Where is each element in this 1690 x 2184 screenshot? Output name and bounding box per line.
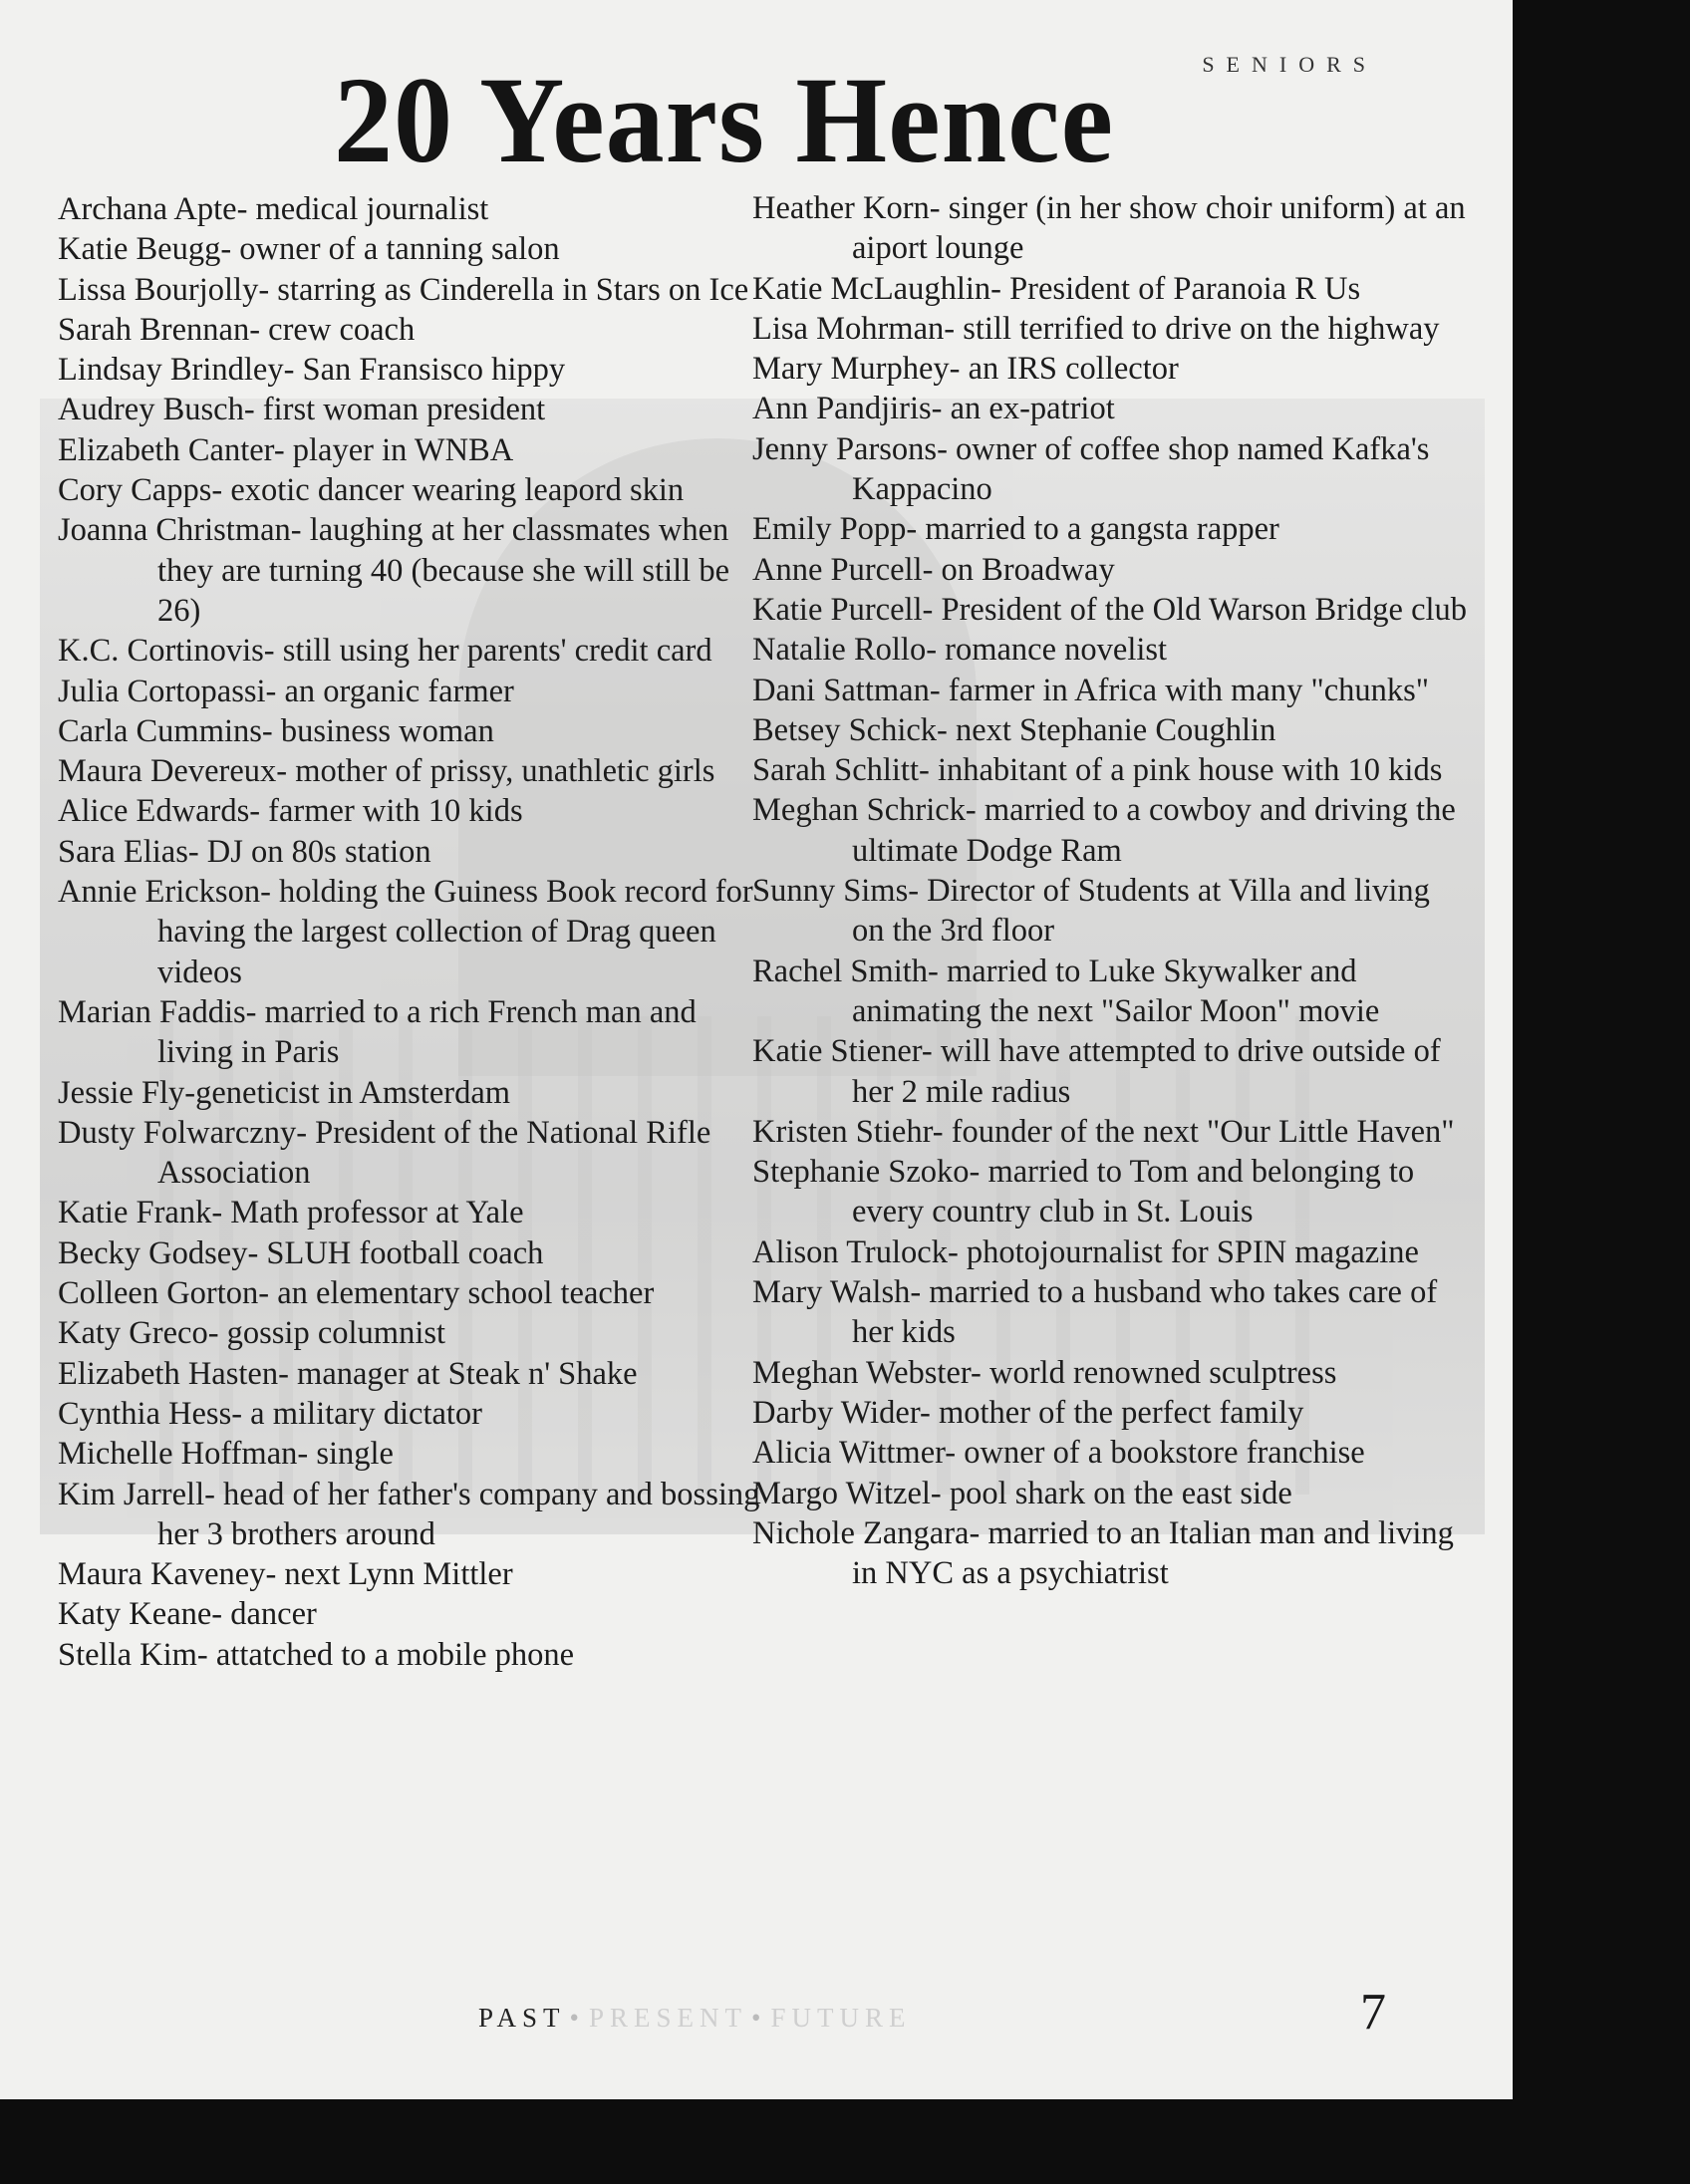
list-item: Margo Witzel- pool shark on the east side bbox=[752, 1475, 1292, 1511]
list-item: Jenny Parsons- owner of coffee shop named Kafka's Kappacino bbox=[752, 430, 1430, 508]
list-item: Maura Devereux- mother of prissy, unathletic girls bbox=[58, 753, 715, 790]
list-item: Mary Walsh- married to a husband who takes care of her kids bbox=[752, 1274, 1438, 1351]
list-item: Meghan Webster- world renowned sculptress bbox=[752, 1354, 1337, 1391]
list-item: Heather Korn- singer (in her show choir uniform) at an aiport lounge bbox=[752, 190, 1466, 267]
list-item: Stephanie Szoko- married to Tom and belonging to every country club in St. Louis bbox=[752, 1154, 1415, 1230]
page-number: 7 bbox=[1360, 1984, 1386, 2041]
page-title: 20 Years Hence bbox=[334, 51, 1114, 189]
list-item: Audrey Busch- first woman president bbox=[58, 392, 546, 428]
section-label: SENIORS bbox=[1202, 52, 1377, 77]
right-column bbox=[752, 188, 1470, 1593]
list-item: Anne Purcell- on Broadway bbox=[752, 551, 1115, 588]
list-item: Cory Capps- exotic dancer wearing leapord skin bbox=[58, 472, 685, 509]
list-item: Darby Wider- mother of the perfect family bbox=[752, 1394, 1304, 1431]
list-item: Joanna Christman- laughing at her classmates when they are turning 40 (because she will still be 26) bbox=[58, 512, 730, 629]
list-item: Meghan Schrick- married to a cowboy and driving the ultimate Dodge Ram bbox=[752, 792, 1456, 869]
list-item: Marian Faddis- married to a rich French man and living in Paris bbox=[58, 993, 697, 1071]
footer-present: PRESENT bbox=[589, 2003, 748, 2033]
list-item: Betsey Schick- next Stephanie Coughlin bbox=[752, 711, 1276, 748]
list-item: Katie Stiener- will have attempted to drive outside of her 2 mile radius bbox=[752, 1033, 1441, 1110]
list-item: Stella Kim- attatched to a mobile phone bbox=[58, 1636, 575, 1673]
list-item: Katie Frank- Math professor at Yale bbox=[58, 1195, 524, 1231]
list-item: K.C. Cortinovis- still using her parents' credit card bbox=[58, 633, 712, 670]
list-item: Carla Cummins- business woman bbox=[58, 712, 494, 749]
list-item: Archana Apte- medical journalist bbox=[58, 191, 489, 227]
list-item: Emily Popp- married to a gangsta rapper bbox=[752, 511, 1279, 548]
list-item: Dusty Folwarczny- President of the National Rifle Association bbox=[58, 1114, 711, 1192]
list-item: Alison Trulock- photojournalist for SPIN magazine bbox=[752, 1233, 1419, 1270]
list-item: Katie Beugg- owner of a tanning salon bbox=[58, 231, 560, 268]
list-item: Katie Purcell- President of the Old Warson Bridge club bbox=[752, 591, 1468, 628]
list-item: Michelle Hoffman- single bbox=[58, 1436, 394, 1473]
list-item: Ann Pandjiris- an ex-patriot bbox=[752, 391, 1115, 427]
footer-separator: • bbox=[569, 2003, 585, 2033]
list-item: Colleen Gorton- an elementary school teacher bbox=[58, 1275, 655, 1312]
list-item: Kim Jarrell- head of her father's company and bossing her 3 brothers around bbox=[58, 1476, 760, 1552]
list-item: Kristen Stiehr- founder of the next "Our Little Haven" bbox=[752, 1113, 1455, 1150]
list-item: Elizabeth Hasten- manager at Steak n' Shake bbox=[58, 1355, 638, 1392]
list-item: Lindsay Brindley- San Fransisco hippy bbox=[58, 352, 566, 389]
list-item: Dani Sattman- farmer in Africa with many "chunks" bbox=[752, 672, 1430, 708]
list-item: Elizabeth Canter- player in WNBA bbox=[58, 431, 514, 468]
list-item: Sunny Sims- Director of Students at Villa and living on the 3rd floor bbox=[752, 873, 1430, 950]
left-column bbox=[58, 189, 775, 1675]
list-item: Alice Edwards- farmer with 10 kids bbox=[58, 793, 523, 830]
list-item: Lissa Bourjolly- starring as Cinderella in Stars on Ice bbox=[58, 271, 749, 308]
footer-past: PAST bbox=[478, 2003, 566, 2033]
list-item: Katie McLaughlin- President of Paranoia R Us bbox=[752, 270, 1361, 307]
list-item: Julia Cortopassi- an organic farmer bbox=[58, 673, 514, 709]
list-item: Katy Keane- dancer bbox=[58, 1596, 317, 1633]
footer-separator: • bbox=[751, 2003, 767, 2033]
list-item: Natalie Rollo- romance novelist bbox=[752, 632, 1168, 669]
list-item: Annie Erickson- holding the Guiness Book record for having the largest collection of Drag queen videos bbox=[58, 874, 753, 990]
list-item: Becky Godsey- SLUH football coach bbox=[58, 1234, 544, 1271]
list-item: Maura Kaveney- next Lynn Mittler bbox=[58, 1556, 513, 1593]
list-item: Nichole Zangara- married to an Italian man and living in NYC as a psychiatrist bbox=[752, 1514, 1454, 1592]
list-item: Sarah Brennan- crew coach bbox=[58, 311, 416, 348]
footer-tagline bbox=[478, 2003, 912, 2034]
list-item: Sarah Schlitt- inhabitant of a pink house with 10 kids bbox=[752, 752, 1443, 789]
list-item: Alicia Wittmer- owner of a bookstore franchise bbox=[752, 1435, 1365, 1472]
list-item: Jessie Fly-geneticist in Amsterdam bbox=[58, 1074, 511, 1111]
list-item: Cynthia Hess- a military dictator bbox=[58, 1395, 483, 1432]
list-item: Katy Greco- gossip columnist bbox=[58, 1315, 446, 1352]
list-item: Lisa Mohrman- still terrified to drive on the highway bbox=[752, 310, 1440, 347]
footer-future: FUTURE bbox=[770, 2003, 912, 2033]
list-item: Sara Elias- DJ on 80s station bbox=[58, 833, 431, 870]
list-item: Rachel Smith- married to Luke Skywalker and animating the next "Sailor Moon" movie bbox=[752, 953, 1380, 1029]
list-item: Mary Murphey- an IRS collector bbox=[752, 351, 1179, 388]
